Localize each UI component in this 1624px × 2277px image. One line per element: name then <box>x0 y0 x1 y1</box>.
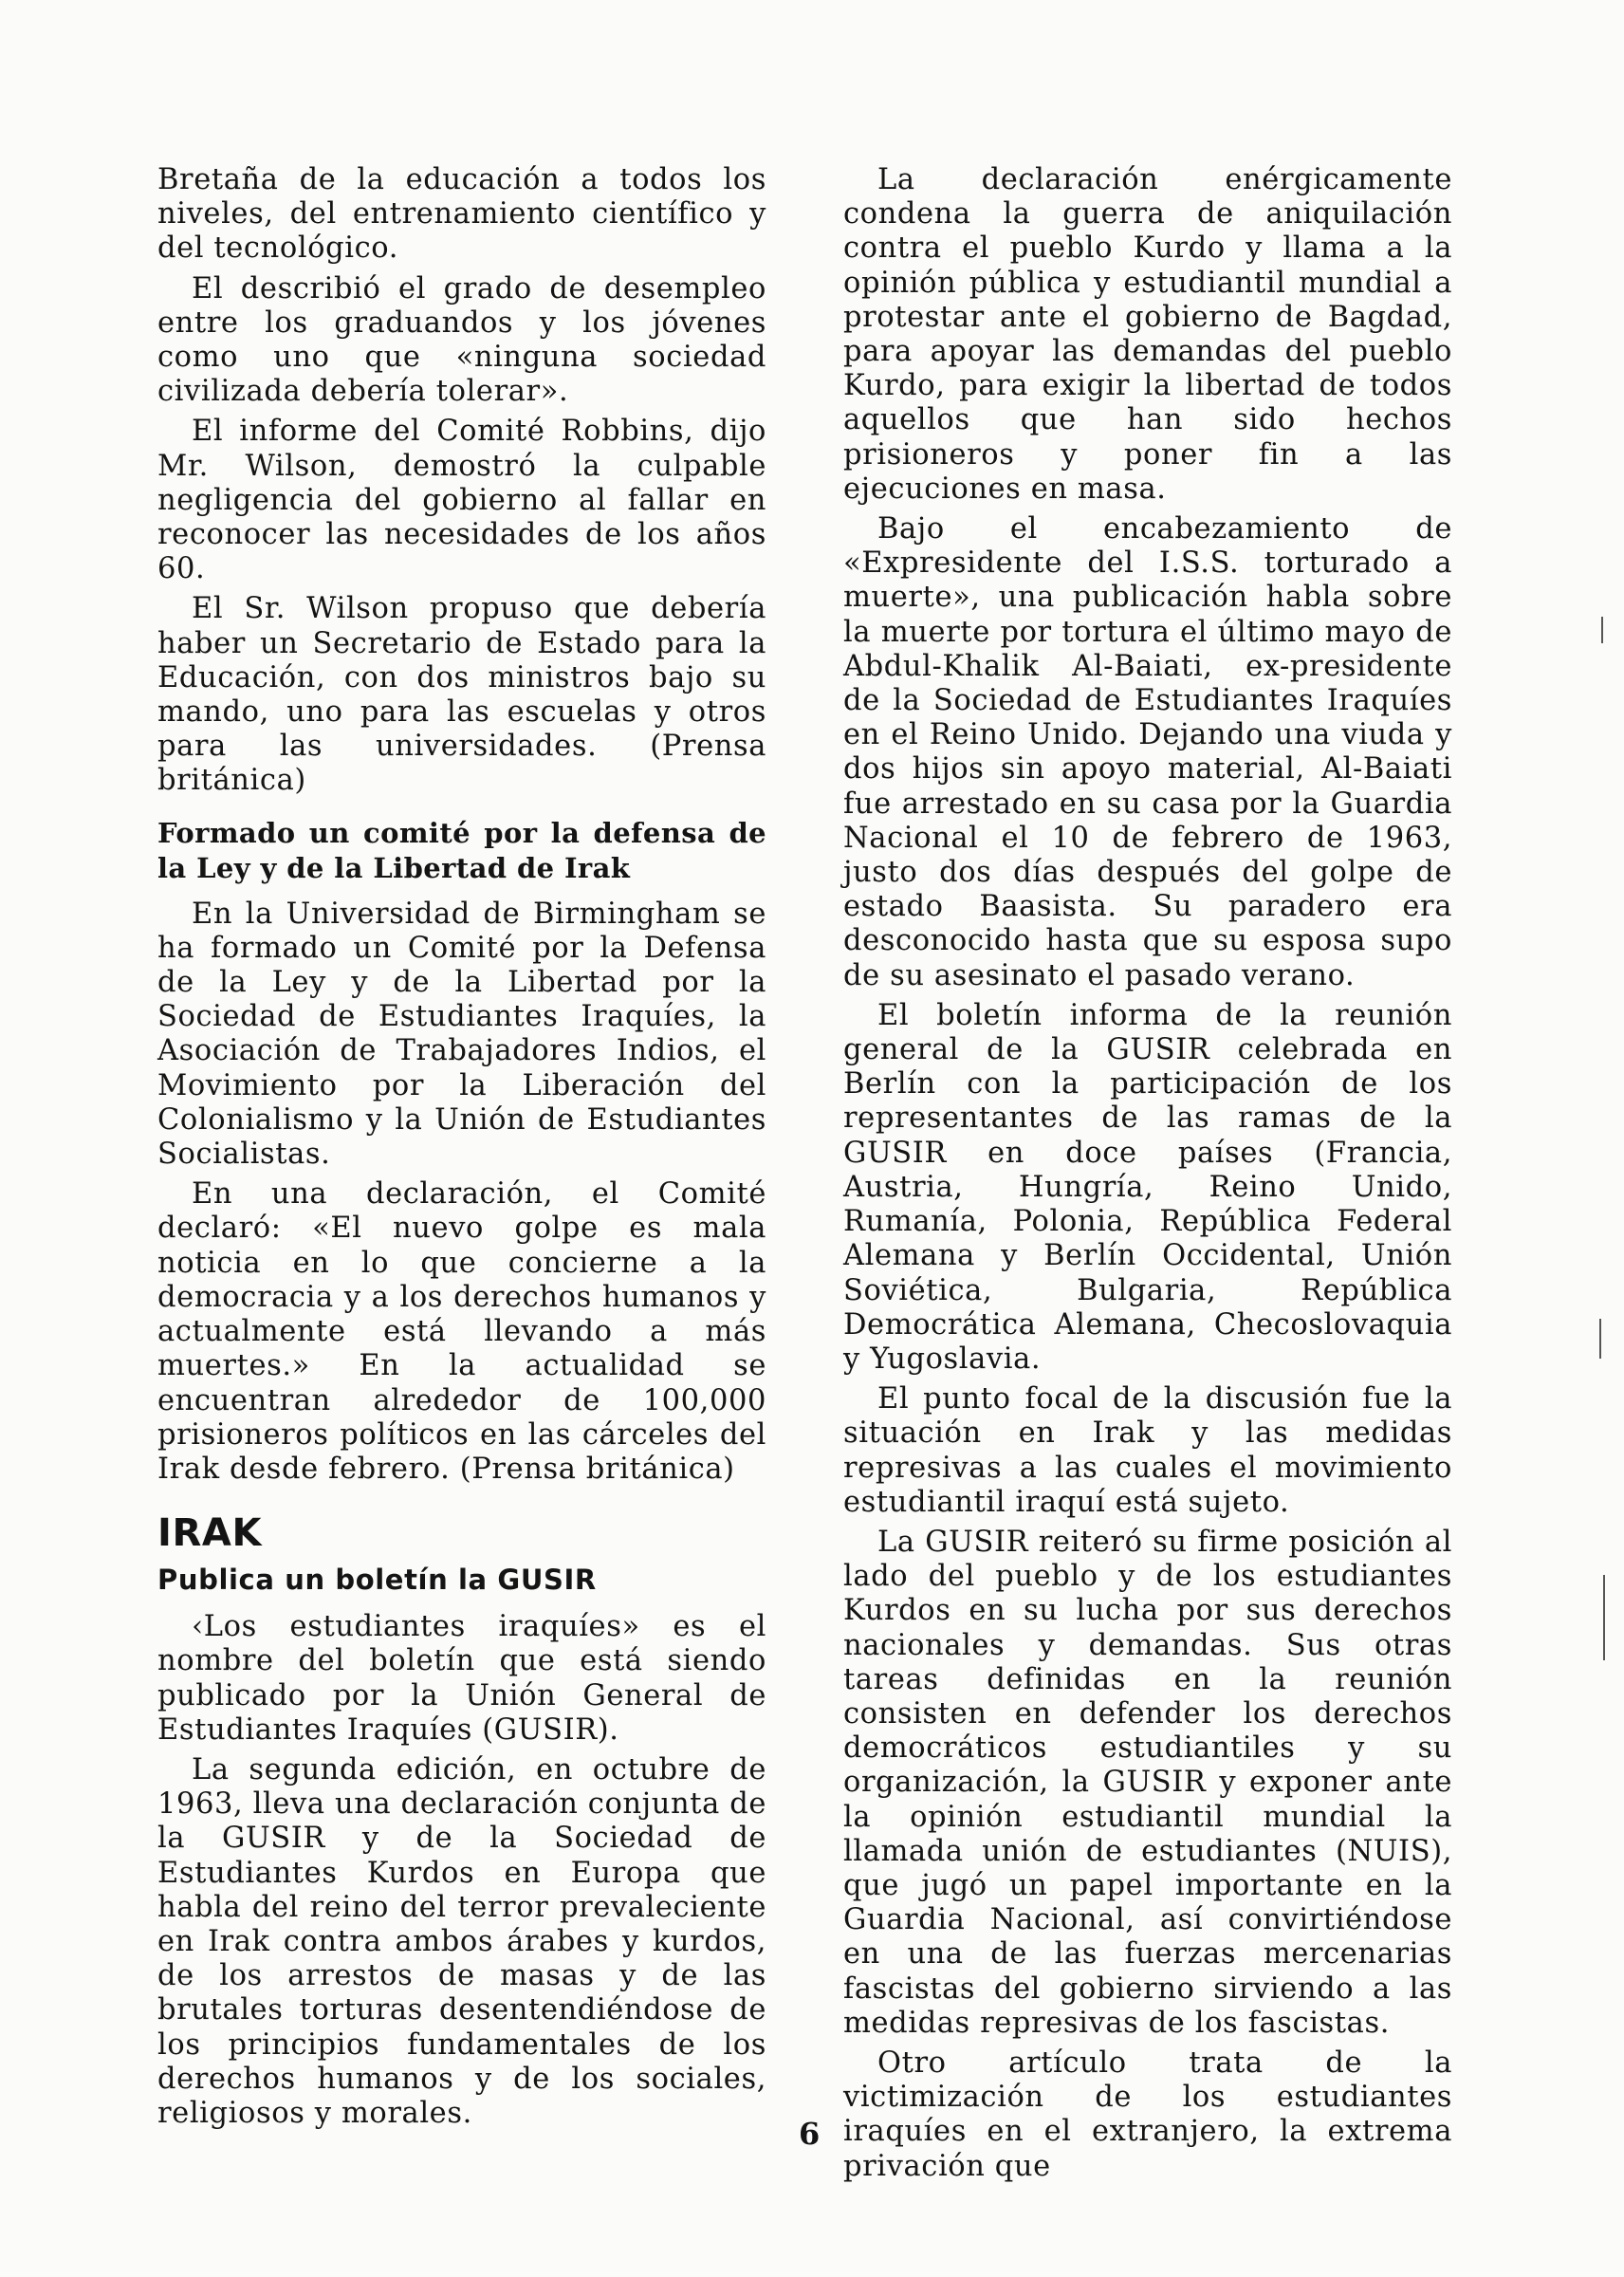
page-number: 6 <box>799 2116 821 2152</box>
left-column <box>157 163 766 2137</box>
paragraph: Otro artículo trata de la victimización de los estudiantes iraquíes en el extranjero, la extrema privación que <box>843 2046 1452 2183</box>
paragraph: El Sr. Wilson propuso que debería haber un Secretario de Estado para la Educación, con dos ministros bajo su mando, uno para las escuelas y otros para las universidades. (Prensa británica) <box>157 592 766 798</box>
paragraph: La segunda edición, en octubre de 1963, lleva una declaración conjunta de la GUSIR y de la Sociedad de Estudiantes Kurdos en Europa que habla del reino del terror prevaleciente en Irak contra ambos árabes y kurdos, de los arrestos de masas y de las brutales torturas desentendiéndose de los principios fundamentales de los derechos humanos y de los sociales, religiosos y morales. <box>157 1752 766 2130</box>
scan-mark <box>1603 1575 1605 1660</box>
article-heading: Publica un boletín la GUSIR <box>157 1564 597 1597</box>
paragraph: El boletín informa de la reunión general de la GUSIR celebrada en Berlín con la participación de los representantes de las ramas de la GUSIR en doce países (Francia, Austria, Hungría, Reino Unido, Rumanía, Polonia, República Federal Alemana y Berlín Occidental, Unión Soviética, Bulgaria, República Democrática Alemana, Checoslovaquia y Yugoslavia. <box>843 998 1452 1376</box>
article-heading: Formado un comité por la defensa de la Ley y de la Libertad de Irak <box>157 816 766 884</box>
right-column <box>843 163 1452 2190</box>
paragraph: ‹Los estudiantes iraquíes» es el nombre del boletín que está siendo publicado por la Unión General de Estudiantes Iraquíes (GUSIR). <box>157 1610 766 1747</box>
paragraph: El describió el grado de desempleo entre los graduandos y los jóvenes como uno que «ninguna sociedad civilizada debería tolerar». <box>157 271 766 409</box>
paragraph: El punto focal de la discusión fue la situación en Irak y las medidas represivas a las cuales el movimiento estudiantil iraquí está sujeto. <box>843 1382 1452 1519</box>
paragraph: Bretaña de la educación a todos los niveles, del entrenamiento científico y del tecnológico. <box>157 163 766 266</box>
paragraph: En una declaración, el Comité declaró: «El nuevo golpe es mala noticia en lo que concierne a la democracia y a los derechos humanos y actualmente está llevando a más muertes.» En la actualidad se encuentran alrededor de 100,000 prisioneros políticos en las cárceles del Irak desde febrero. (Prensa británica) <box>157 1177 766 1486</box>
scan-mark <box>1601 617 1603 643</box>
paragraph: Bajo el encabezamiento de «Expresidente del I.S.S. torturado a muerte», una publicación habla sobre la muerte por tortura el último mayo de Abdul-Khalik Al-Baiati, ex-presidente de la Sociedad de Estudiantes Iraquíes en el Reino Unido. Dejando una viuda y dos hijos sin apoyo material, Al-Baiati fue arrestado en su casa por la Guardia Nacional el 10 de febrero de 1963, justo dos días después del golpe de estado Baasista. Su paradero era desconocido hasta que su esposa supo de su asesinato el pasado verano. <box>843 512 1452 992</box>
paragraph: El informe del Comité Robbins, dijo Mr. Wilson, demostró la culpable negligencia del gobierno al fallar en reconocer las necesidades de los años 60. <box>157 415 766 586</box>
paragraph: En la Universidad de Birmingham se ha formado un Comité por la Defensa de la Ley y de la Libertad por la Sociedad de Estudiantes Iraquíes, la Asociación de Trabajadores Indios, el Movimiento por la Liberación del Colonialismo y la Unión de Estudiantes Socialistas. <box>157 897 766 1172</box>
paragraph: La declaración enérgicamente condena la guerra de aniquilación contra el pueblo Kurdo y llama a la opinión pública y estudiantil mundial a protestar ante el gobierno de Bagdad, para apoyar las demandas del pueblo Kurdo, para exigir la libertad de todos aquellos que han sido hechos prisioneros y poner fin a las ejecuciones en masa. <box>843 163 1452 506</box>
paragraph: La GUSIR reiteró su firme posición al lado del pueblo y de los estudiantes Kurdos en su lucha por sus derechos nacionales y demandas. Sus otras tareas definidas en la reunión consisten en defender los derechos democráticos estudiantiles y su organización, la GUSIR y exponer ante la opinión estudiantil mundial la llamada unión de estudiantes (NUIS), que jugó un papel importante en la Guardia Nacional, así convirtiéndose en una de las fuerzas mercenarias fascistas del gobierno sirviendo a las medidas represivas de los fascistas. <box>843 1525 1452 2040</box>
section-title: IRAK <box>157 1511 263 1556</box>
scan-mark <box>1599 1319 1601 1359</box>
